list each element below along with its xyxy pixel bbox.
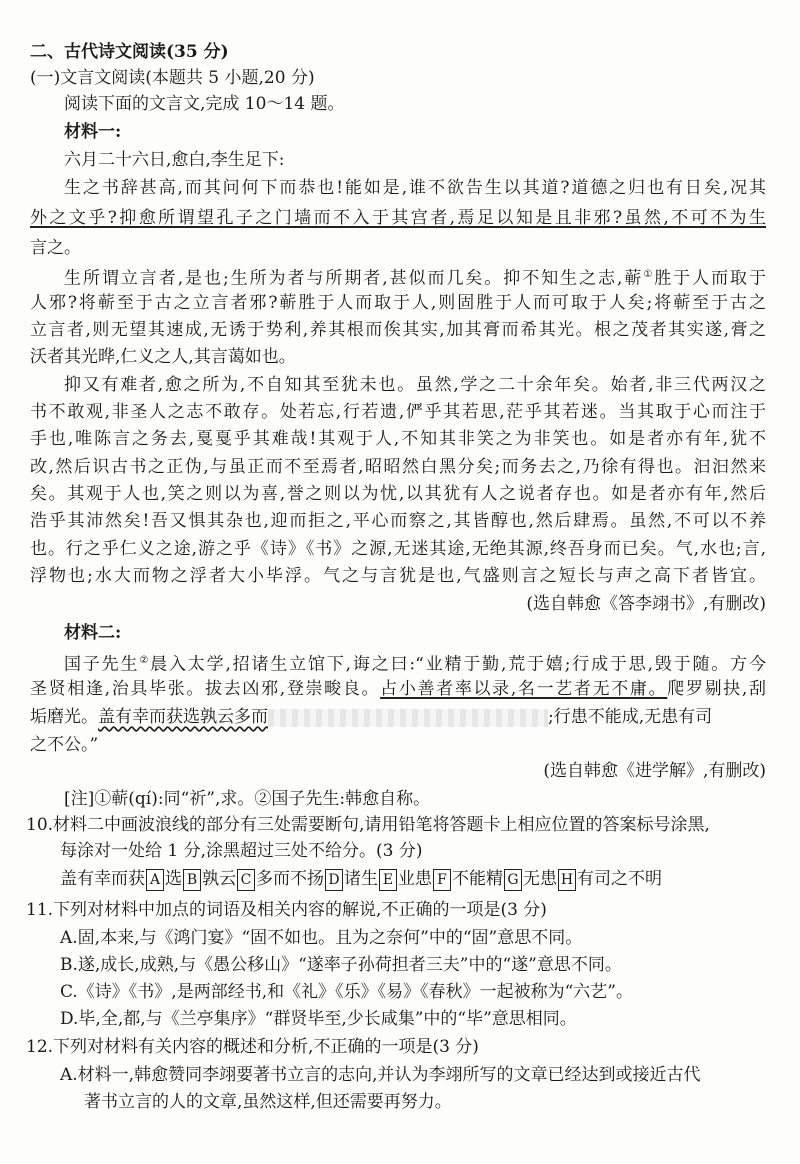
m1-p2-line: 立言者,则无望其速成,无诱于势利,养其根而俟其实,加其膏而希其光。根之茂者其实遂,膏之 [30, 320, 766, 340]
footnote: [注]①蕲(qí):同“祈”,求。②国子先生:韩愈自称。 [64, 789, 431, 809]
m1-p2-line: 沃者其光晔,仁义之人,其言蔼如也。 [30, 347, 296, 367]
underlined-sentence: 外之文乎?抑愈所谓望孔子之门墙而不入于其宫者,焉足以知是且非邪?虽然,不可不为生 [30, 208, 766, 228]
m2-source: (选自韩愈《进学解》,有删改) [543, 761, 766, 781]
option-box[interactable]: G [504, 869, 522, 891]
material-1-label: 材料一: [64, 122, 122, 142]
q12-option-a-cont: 著书立言的人的文章,虽然这样,但还需要再努力。 [84, 1092, 452, 1112]
m1-p3-line: 改,然后识古书之正伪,与虽正而不至焉者,昭昭然白黑分矣;而务去之,乃徐有得也。汩汩然来 [30, 457, 766, 477]
letter-greeting: 六月二十六日,愈白,李生足下: [64, 150, 285, 170]
m1-source: (选自韩愈《答李翊书》,有删改) [526, 594, 766, 614]
q11-stem: 11.下列对材料中加点的词语及相关内容的解说,不正确的一项是(3 分) [26, 900, 547, 920]
q11-option-c[interactable]: C.《诗》《书》,是两部经书,和《礼》《乐》《易》《春秋》一起被称为“六艺”。 [60, 982, 633, 1002]
q10-segments: 盖有幸而获 A 选 B 孰云 C 多而不扬 D 诸生 E 业患 F 不能精 G 无患 H 有司之不明 [60, 869, 662, 889]
m1-p3-line: 浩乎其沛然矣!吾又惧其杂也,迎而拒之,平心而察之,其皆醇也,然后肆焉。虽然,不可以不养 [30, 511, 766, 531]
m2-line: 国子先生②晨入太学,招诸生立馆下,诲之曰:“业精于勤,荒于嬉;行成于思,毁于随。方今 [64, 654, 766, 675]
m1-p3-line: 抑又有难者,愈之所为,不自知其至犹未也。虽然,学之二十余年矣。始者,非三代两汉之 [64, 375, 766, 395]
option-box[interactable]: H [558, 869, 576, 891]
material-2-label: 材料二: [64, 623, 122, 643]
note-marker: ② [139, 655, 151, 666]
option-box[interactable]: B [183, 869, 201, 891]
m1-p2-line: 人邪?将蕲至于古之立言者邪?蕲胜于人而取于人,则固胜于人而可取于人矣;将蕲至于古之 [30, 293, 766, 313]
m1-p3-line: 也。行之乎仁义之途,游之乎《诗》《书》之源,无迷其途,无绝其源,终吾身而已矣。气,水也;言, [30, 539, 766, 559]
m1-p2-line: 生所谓立言者,是也;生所为者与所期者,甚似而几矣。抑不知生之志,蕲①胜于人而取于 [64, 268, 766, 289]
m2-line: 圣贤相逢,治具毕张。拔去凶邪,登崇畯良。占小善者率以录,名一艺者无不庸。爬罗剔抉,刮 [30, 679, 767, 699]
m1-p1-line: 言之。 [30, 238, 81, 258]
m1-p3-line: 浮物也;水大而物之浮者大小毕浮。气之与言犹是也,气盛则言之短长与声之高下者皆宜。 [30, 566, 766, 586]
q11-option-b[interactable]: B.遂,成长,成熟,与《愚公移山》“遂率子孙荷担者三夫”中的“遂”意思不同。 [60, 955, 622, 975]
option-box[interactable]: D [325, 869, 343, 891]
m1-p3-line: 书不敢观,非圣人之志不敢存。处若忘,行若遗,俨乎其若思,茫乎其若迷。当其取于心而注于 [30, 402, 766, 422]
q11-option-d[interactable]: D.毕,全,都,与《兰亭集序》“群贤毕至,少长咸集”中的“毕”意思相同。 [60, 1009, 577, 1029]
q12-stem: 12.下列对材料有关内容的概述和分析,不正确的一项是(3 分) [26, 1037, 479, 1057]
option-box[interactable]: F [433, 869, 451, 891]
option-box[interactable]: A [146, 869, 164, 891]
note-marker: ① [643, 269, 655, 280]
m1-p3-line: 矣。其观于人也,笑之则以为喜,誉之则以为忧,以其犹有人之说者存也。如是者亦有年,然后 [30, 484, 766, 504]
wavy-underlined-text: 盖有幸而获选孰云多而 [98, 707, 268, 727]
redacted-region [268, 709, 548, 727]
section-title: 二、古代诗文阅读(35 分) [30, 42, 229, 62]
subsection-title: (一)文言文阅读(本题共 5 小题,20 分) [30, 68, 315, 88]
m2-line: 之不公。” [30, 735, 99, 755]
q10-stem-cont: 每涂对一处给 1 分,涂黑超过三处不给分。(3 分) [60, 841, 423, 861]
underlined-sentence: 占小善者率以录,名一艺者无不庸。 [380, 679, 668, 699]
option-box[interactable]: C [237, 869, 255, 891]
m1-p3-line: 手也,唯陈言之务去,戛戛乎其难哉!其观于人,不知其非笑之为非笑也。如是者亦有年,犹不 [30, 429, 766, 449]
q10-stem: 10.材料二中画波浪线的部分有三处需要断句,请用铅笔将答题卡上相应位置的答案标号涂黑, [26, 815, 710, 835]
m1-p1-line: 生之书辞甚高,而其问何下而恭也!能如是,谁不欲告生以其道?道德之归也有日矣,况其 [64, 178, 766, 198]
m1-p1-line [30, 205, 766, 231]
option-box[interactable]: E [379, 869, 397, 891]
q12-option-a[interactable]: A.材料一,韩愈赞同李翊要著书立言的志向,并认为李翊所写的文章已经达到或接近古代 [60, 1065, 701, 1085]
m2-line: 垢磨光。盖有幸而获选孰云多而 ;行患不能成,无患有司 [30, 707, 713, 727]
q11-option-a[interactable]: A.固,本来,与《鸿门宴》“固不如也。且为之奈何”中的“固”意思不同。 [60, 928, 583, 948]
instruction: 阅读下面的文言文,完成 10～14 题。 [64, 94, 345, 114]
